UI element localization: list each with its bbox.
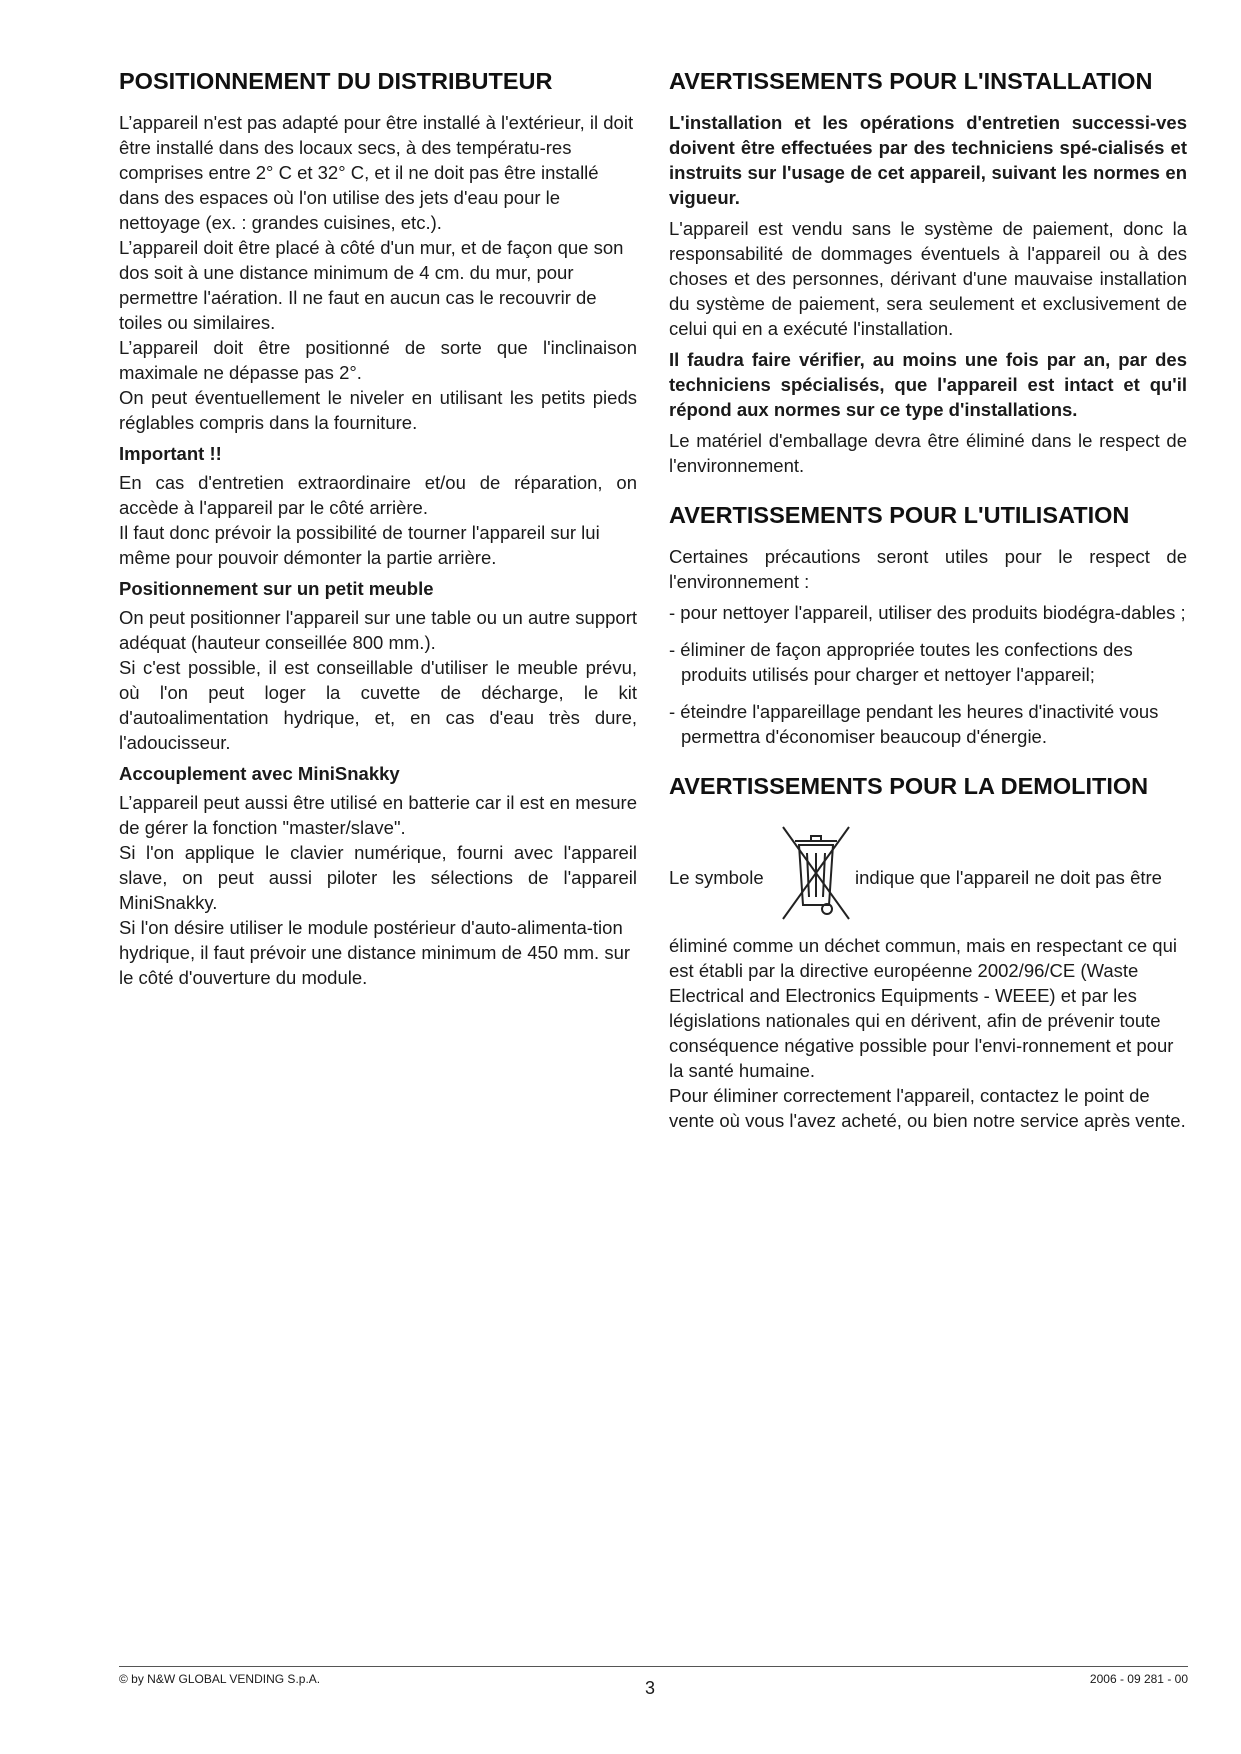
subheading-accouplement: Accouplement avec MiniSnakky xyxy=(119,763,400,784)
paragraph: L'appareil est vendu sans le système de paiement, donc la responsabilité de dommages éventuels à l'appareil ou à des choses et des personnes, dérivant d'une mauvaise installation du système de paiement, sera seulement et exclusivement de celui qui en a exécuté l'installation. xyxy=(669,218,1187,339)
paragraph: L’appareil doit être positionné de sorte que l'inclinaison maximale ne dépasse pas 2°. xyxy=(119,337,637,383)
subheading-petit-meuble: Positionnement sur un petit meuble xyxy=(119,578,434,599)
section-title-utilisation: AVERTISSEMENTS POUR L'UTILISATION xyxy=(669,502,1130,528)
weee-text-after: indique que l'appareil ne doit pas être xyxy=(855,867,1162,888)
section-title-positionnement: POSITIONNEMENT DU DISTRIBUTEUR xyxy=(119,68,553,94)
footer-copyright: © by N&W GLOBAL VENDING S.p.A. xyxy=(119,1672,321,1686)
footer-divider xyxy=(119,1666,1188,1667)
weee-symbol-row xyxy=(669,823,1187,933)
paragraph-bold: L'installation et les opérations d'entretien successi-ves doivent être effectuées par des techniciens spé-cialisés et instruits sur l'usage de cet appareil, suivant les normes en vigueur. xyxy=(669,112,1187,208)
page-number: 3 xyxy=(645,1678,656,1698)
crossed-out-wheelie-bin-icon xyxy=(779,823,853,923)
section-utilisation xyxy=(669,500,1187,749)
left-column xyxy=(119,66,637,996)
subheading-important: Important !! xyxy=(119,443,222,464)
precautions-list xyxy=(669,600,1187,749)
list-item: - éteindre l'appareillage pendant les heures d'inactivité vous permettra d'économiser beaucoup d'énergie. xyxy=(669,701,1159,747)
document-code: 2006 - 09 281 - 00 xyxy=(1089,1672,1188,1686)
paragraph-bold: Il faudra faire vérifier, au moins une fois par an, par des techniciens spécialisés, que l'appareil est intact et qu'il répond aux normes sur ce type d'installations. xyxy=(669,349,1187,420)
paragraph: L’appareil peut aussi être utilisé en batterie car il est en mesure de gérer la fonction "master/slave". xyxy=(119,792,637,838)
paragraph: Il faut donc prévoir la possibilité de tourner l'appareil sur lui même pour pouvoir démonter la partie arrière. xyxy=(119,522,600,568)
list-item: - pour nettoyer l'appareil, utiliser des produits biodégra-dables ; xyxy=(669,602,1186,623)
paragraph: L’appareil n'est pas adapté pour être installé à l'extérieur, il doit être installé dans des locaux secs, à des températu-res comprises entre 2° C et 32° C, et il ne doit pas être installé dans des espaces où l'on utilise des jets d'eau pour le nettoyage (ex. : grandes cuisines, etc.). xyxy=(119,112,634,233)
weee-text-before: Le symbole xyxy=(669,867,764,888)
paragraph: On peut éventuellement le niveler en utilisant les petits pieds réglables compris dans la fourniture. xyxy=(119,387,637,433)
paragraph: Le matériel d'emballage devra être éliminé dans le respect de l'environnement. xyxy=(669,430,1187,476)
paragraph: Pour éliminer correctement l'appareil, contactez le point de vente où vous l'avez acheté, ou bien notre service après vente. xyxy=(669,1085,1186,1131)
section-title-installation: AVERTISSEMENTS POUR L'INSTALLATION xyxy=(669,68,1153,94)
paragraph: Si l'on applique le clavier numérique, fourni avec l'appareil slave, on peut aussi piloter les sélections de l'appareil MiniSnakky. xyxy=(119,842,637,913)
paragraph: On peut positionner l'appareil sur une table ou un autre support adéquat (hauteur conseillée 800 mm.). xyxy=(119,607,637,653)
section-demolition xyxy=(669,771,1187,1133)
list-item: - éliminer de façon appropriée toutes les confections des produits utilisés pour charger et nettoyer l'appareil; xyxy=(669,639,1133,685)
paragraph: L’appareil doit être placé à côté d'un mur, et de façon que son dos soit à une distance minimum de 4 cm. du mur, pour permettre l'aération. Il ne faut en aucun cas le recouvrir de toiles ou similaires. xyxy=(119,237,624,333)
paragraph: éliminé comme un déchet commun, mais en respectant ce qui est établi par la directive européenne 2002/96/CE (Waste Electrical and Electronics Equipments - WEEE) et par les législations nationales qui en dérivent, afin de prévenir toute conséquence négative possible pour l'envi-ronnement et pour la santé humaine. xyxy=(669,935,1177,1081)
paragraph: Si l'on désire utiliser le module postérieur d'auto-alimenta-tion hydrique, il faut prévoir une distance minimum de 450 mm. sur le côté d'ouverture du module. xyxy=(119,917,631,988)
paragraph: En cas d'entretien extraordinaire et/ou de réparation, on accède à l'appareil par le côté arrière. xyxy=(119,472,637,518)
paragraph: Si c'est possible, il est conseillable d'utiliser le meuble prévu, où l'on peut loger la cuvette de décharge, le kit d'autoalimentation hydrique, et, en cas d'eau très dure, l'adoucisseur. xyxy=(119,657,637,753)
paragraph: Certaines précautions seront utiles pour le respect de l'environnement : xyxy=(669,546,1187,592)
section-title-demolition: AVERTISSEMENTS POUR LA DEMOLITION xyxy=(669,773,1149,799)
section-installation xyxy=(669,66,1187,478)
right-column xyxy=(669,66,1187,1139)
